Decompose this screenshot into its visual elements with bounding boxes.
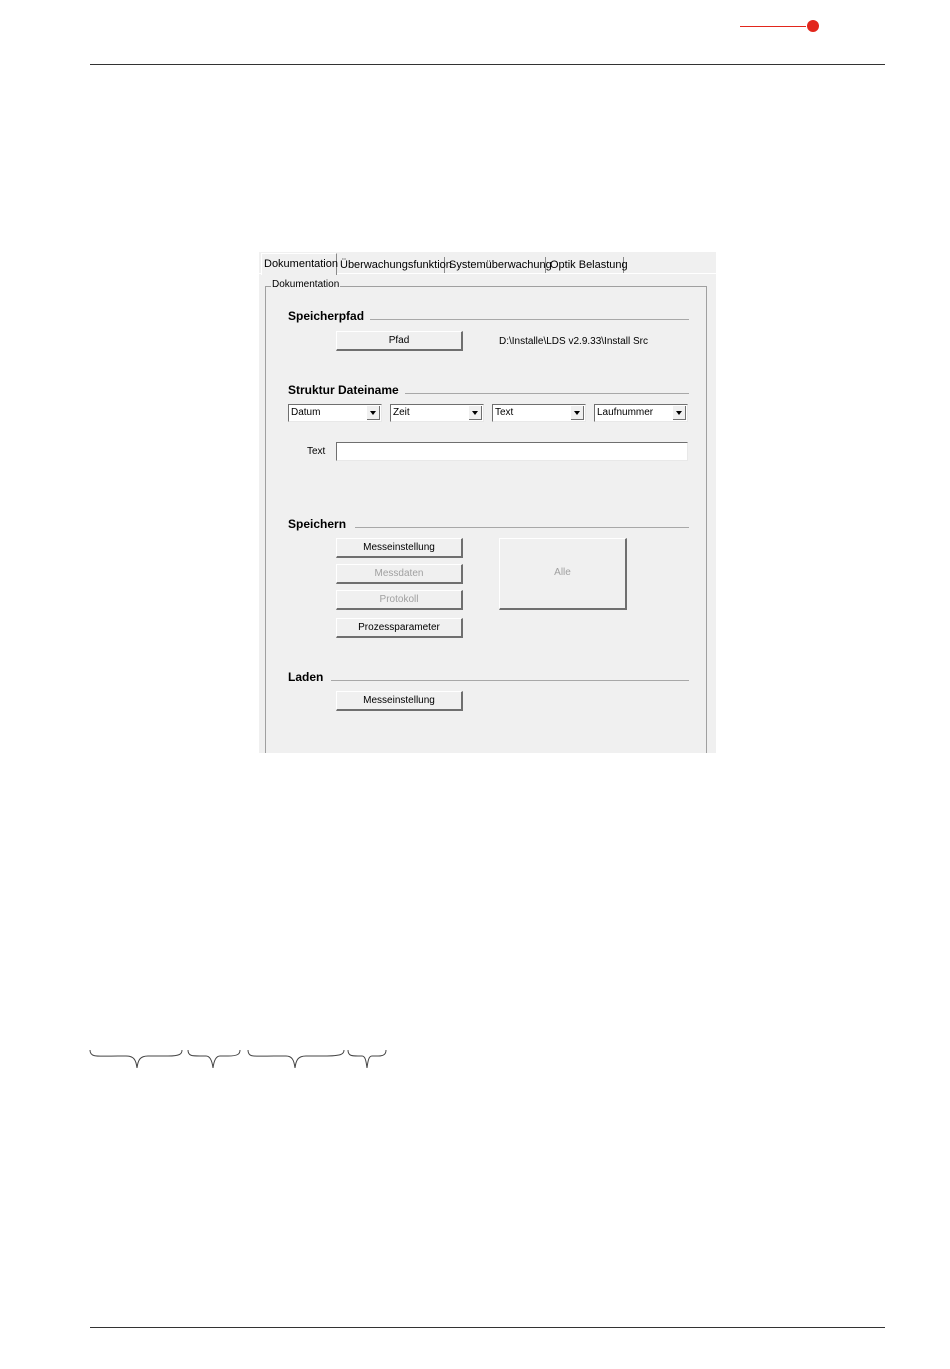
chevron-down-icon: [673, 406, 686, 420]
section-title-struktur: Struktur Dateiname: [288, 383, 405, 397]
save-measurement-data-button[interactable]: Messdaten: [336, 564, 463, 584]
group-title: Dokumentation: [272, 279, 340, 290]
save-all-button[interactable]: Alle: [499, 538, 627, 610]
section-rule-speichern: [355, 527, 689, 528]
save-process-parameters-button[interactable]: Prozessparameter: [336, 618, 463, 638]
brace-number: [348, 1050, 386, 1068]
section-rule-laden: [331, 680, 689, 681]
brace-time: [188, 1050, 240, 1068]
section-title-laden: Laden: [288, 670, 329, 684]
logo-line: [740, 26, 806, 27]
section-rule-speicherpfad: [369, 319, 689, 320]
filename-part-select-3[interactable]: [492, 404, 586, 422]
select-value: Datum: [291, 407, 321, 418]
path-value: D:\Installe\LDS v2.9.33\Install Src: [499, 336, 648, 347]
brace-text: [248, 1050, 344, 1068]
tab-dokumentation[interactable]: Dokumentation: [261, 253, 337, 275]
brace-date: [90, 1050, 182, 1068]
load-settings-button[interactable]: Messeinstellung: [336, 691, 463, 711]
select-value: Zeit: [393, 407, 410, 418]
tab-strip: [259, 252, 716, 274]
path-button[interactable]: Pfad: [336, 331, 463, 351]
filename-part-select-2[interactable]: [390, 404, 484, 422]
tab-systemueberwachung[interactable]: Systemüberwachung: [447, 257, 546, 274]
section-title-speicherpfad: Speicherpfad: [288, 309, 370, 323]
text-field-label: Text: [307, 446, 326, 457]
save-settings-button[interactable]: Messeinstellung: [336, 538, 463, 558]
documentation-dialog: [259, 252, 716, 753]
select-value: Text: [495, 407, 514, 418]
filename-structure-braces: [88, 1046, 388, 1074]
section-rule-struktur: [405, 393, 689, 394]
tab-optik-belastung[interactable]: Optik Belastung: [548, 257, 624, 274]
chevron-down-icon: [571, 406, 584, 420]
tab-ueberwachungsfunktion[interactable]: Überwachungsfunktion: [338, 257, 445, 274]
chevron-down-icon: [469, 406, 482, 420]
header-rule: [90, 64, 885, 65]
footer-rule: [90, 1327, 885, 1328]
text-input[interactable]: [336, 442, 688, 461]
save-protocol-button[interactable]: Protokoll: [336, 590, 463, 610]
section-title-speichern: Speichern: [288, 517, 352, 531]
select-value: Laufnummer: [597, 407, 654, 418]
filename-part-select-1[interactable]: [288, 404, 382, 422]
filename-part-select-4[interactable]: [594, 404, 688, 422]
chevron-down-icon: [367, 406, 380, 420]
logo-dot: [807, 20, 819, 32]
